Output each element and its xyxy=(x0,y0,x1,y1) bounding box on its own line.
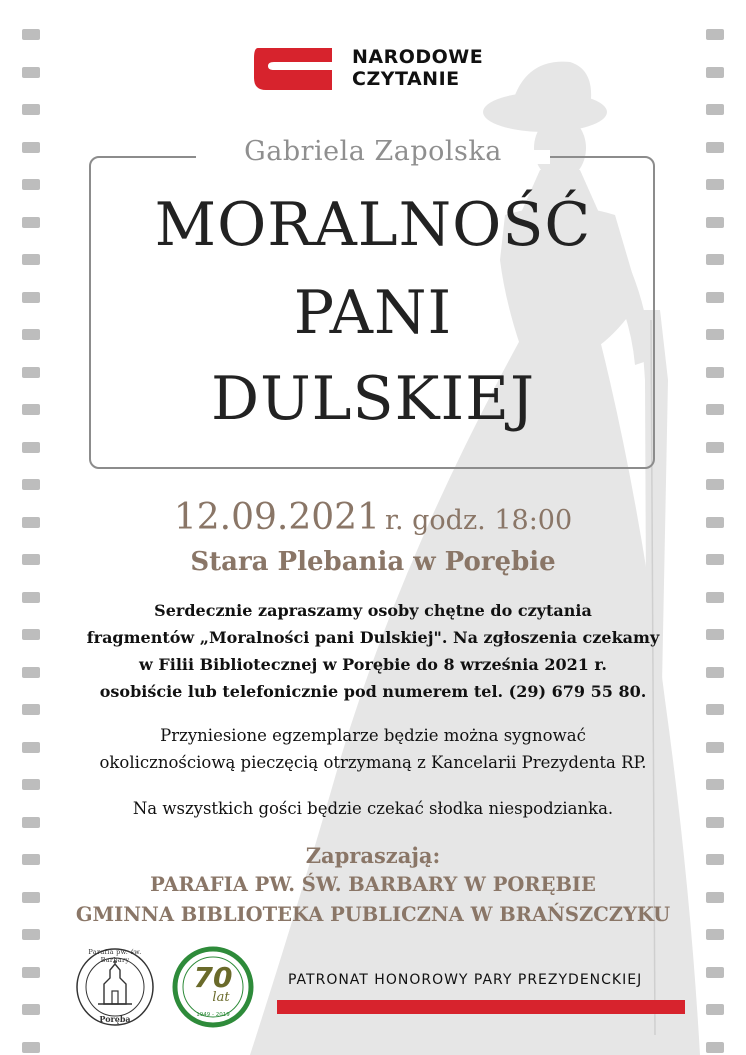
title-line-3: DULSKIEJ xyxy=(211,364,535,434)
event-date: 12.09.2021 xyxy=(173,497,380,538)
organizers-heading: Zapraszają: xyxy=(305,843,441,868)
invitation-line: w Filii Bibliotecznej w Porębie do 8 września 2021 r. xyxy=(139,655,607,674)
invitation-paragraph xyxy=(60,597,686,705)
invitation-line: osobiście lub telefonicznie pod numerem tel. (29) 679 55 80. xyxy=(99,682,647,701)
author-name: Gabriela Zapolska xyxy=(244,136,502,167)
parish-seal-text: Parafia pw. św. Barbary xyxy=(88,948,142,964)
event-time: r. godz. 18:00 xyxy=(385,505,573,536)
stamp-note-line: okolicznościową pieczęcią otrzymaną z Kancelarii Prezydenta RP. xyxy=(99,753,647,772)
logo-line-1: NARODOWE xyxy=(352,46,484,68)
honorary-patronage: PATRONAT HONOROWY PARY PREZYDENCKIEJ xyxy=(288,972,643,988)
badge-word: lat xyxy=(212,990,230,1005)
organizer-library: GMINNA BIBLIOTEKA PUBLICZNA W BRAŃSZCZYKU xyxy=(75,903,671,926)
parish-seal-bottom-text: Poręba xyxy=(99,1014,131,1024)
red-bar xyxy=(277,1000,685,1014)
narodowe-czytanie-logo xyxy=(252,44,502,96)
invitation-line: fragmentów „Moralności pani Dulskiej". Na zgłoszenia czekamy xyxy=(86,628,660,647)
surprise-note: Na wszystkich gości będzie czekać słodka niespodzianka. xyxy=(132,799,614,818)
badge-years: 1949 - 2019 xyxy=(196,1012,230,1018)
title-line-2: PANI xyxy=(293,278,453,348)
event-venue: Stara Plebania w Porębie xyxy=(190,547,556,577)
organizer-parish: PARAFIA PW. ŚW. BARBARY W PORĘBIE xyxy=(150,873,596,896)
title-line-1: MORALNOŚĆ xyxy=(154,190,592,260)
stamp-note-line: Przyniesione egzemplarze będzie można sygnować xyxy=(160,726,586,745)
badge-number: 70 xyxy=(193,961,233,994)
stamp-note-paragraph xyxy=(60,722,686,776)
invitation-line: Serdecznie zapraszamy osoby chętne do czytania xyxy=(154,601,592,620)
book-icon xyxy=(252,44,340,94)
logo-line-2: CZYTANIE xyxy=(352,68,460,90)
event-datetime xyxy=(0,497,746,538)
